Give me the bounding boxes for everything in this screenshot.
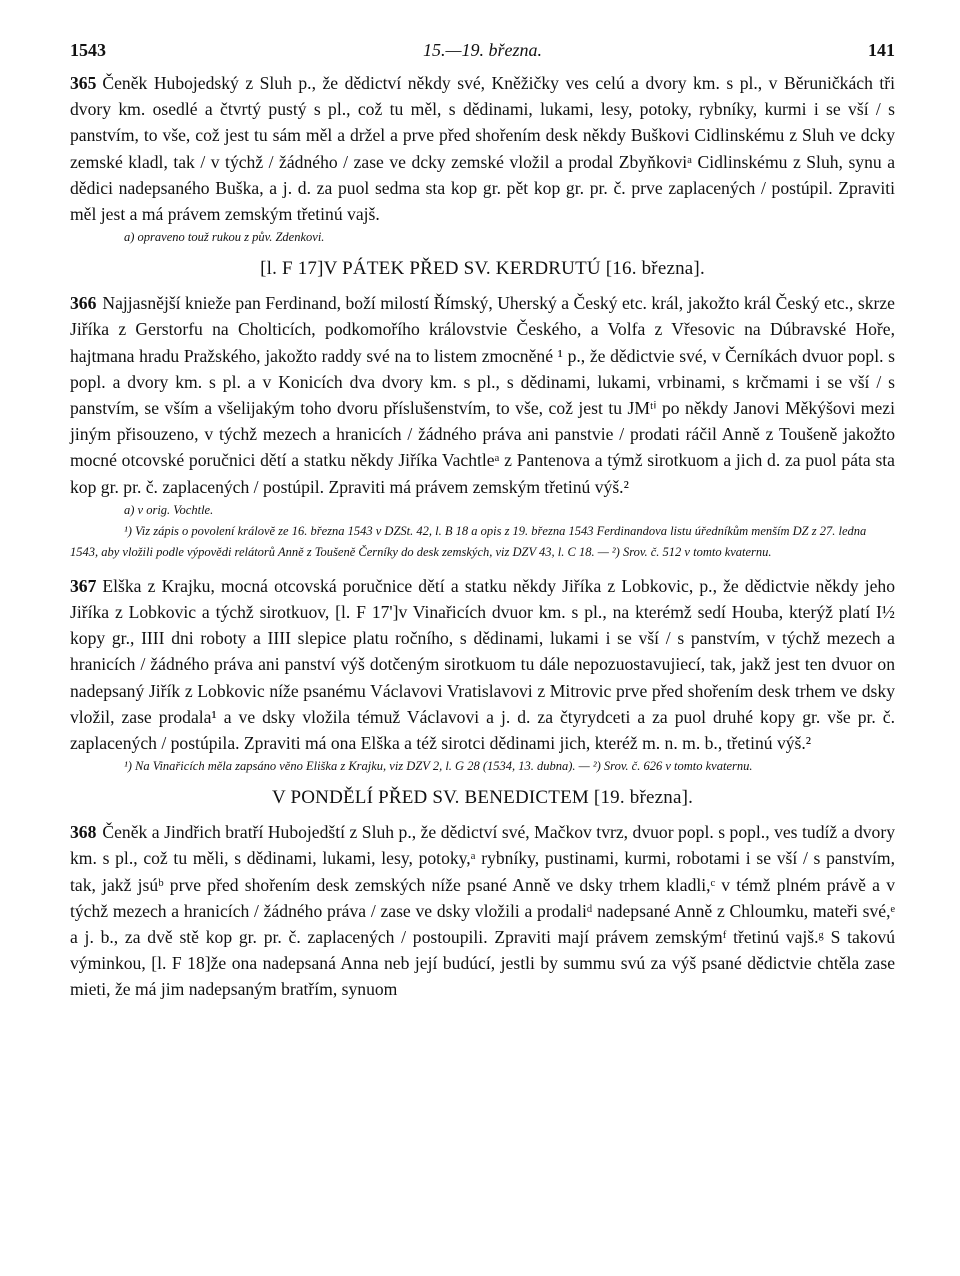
footnote: ¹) Na Vinařicích měla zapsáno věno Eliška z Krajku, viz DZV 2, l. G 28 (1534, 13. dubna). — ²) Srov. č. 626 v tomto kvaternu. [124,759,753,774]
footnote: ¹) Viz zápis o povolení královĕ ze 16. března 1543 v DZSt. 42, l. B 18 a opis z 19. března 1543 Ferdinandova listu úředníkům menším DZ z 27. ledna 1543, aby vložili podle výpovědi relátorů Anně z Toušeně Černíky do desk zemských, viz DZV 43, l. C 18. — ²) Srov. č. 512 v tomto kvaternu. [70,523,867,559]
entry-number: 367 [70,575,97,596]
date-range-title: 15.—19. března. [422,40,542,60]
section-heading: [l. F 17]V PÁTEK PŘED SV. KERDRUTÚ [16. března]. [260,258,705,280]
page-number: 141 [868,40,895,60]
entry-368 [70,819,895,1002]
footnote: a) v orig. Vochtle. [124,502,214,517]
page [70,40,895,1003]
running-header [70,40,895,70]
entry-366 [70,290,895,500]
entry-number: 366 [70,293,97,314]
entry-number: 368 [70,822,97,843]
entry-text: Elška z Krajku, mocná otcovská poručnice dětí a statku někdy Jiříka z Lobkovic, p., že dědictvie někdy jeho Jiříka z Lobkovic a týchž sirotkuov, [l. F 17']v Vinařicích dvuor km. s pl., na kterémž sedí Houba, kterýž platí I½ kopy gr., IIII dni roboty a IIII slepice platu ročního, s dědinami, lukami i se vší / s panstvím, v týchž mezech a hranicích / žádného práva ani panství výš dotčeným sirotkuom tu dále nepozuostavujiecí, tak, jakž jest ten dvuor on nadepsaný Jiřík z Lobkovic níže psanému Václavovi Vratislavovi z Mitrovic prve před shořením desk trhem ve dsky vložil, zase prodala¹ a ve dsky vložila témuž Václavovi a j. d. za čtyrydceti a za puol druhé kopy gr. vše pr. č. zaplacených / postúpila. Zpraviti má ona Elška a též sirotci dědinami jich, kteréž m. n. m. b., třetinú výš.² [70,575,895,754]
year-label: 1543 [70,40,106,60]
entry-number: 365 [70,73,97,93]
section-heading: V PONDĚLÍ PŘED SV. BENEDICTEM [19. března]. [271,787,694,809]
entry-text: Čeněk a Jindřich bratří Hubojedští z Sluh p., že dědictví své, Mačkov tvrz, dvuor popl. s popl., ves tudíž a dvory km. s pl., což tu měli, s dědinami, lukami, lesy, potoky,ᵃ rybníky, pustinami, kurmi, robotami i se vší / s panstvím, tak, jakž jsúᵇ prve před shořením desk zemských níže psané Anně ve dsky trhem kladli,ᶜ v témž plném právě a v týchž mezech a hranicích / žádného práva / zase ve dsky vložili a prodaliᵈ nadepsané Anně z Chloumku, mateři své,ᵉ a j. b., za dvě stě kop gr. pr. č. zaplacených / postoupili. Zpraviti mají právem zemskýmᶠ třetinú vajš.ᵍ S takovú výminkou, [l. F 18]že ona nadepsaná Anna neb její budúcí, jestli by summu svú za výš psané dědictvie chtěla zase mieti, že má jim nadepsaným bratřím, synuom [70,822,895,1000]
entry-text: Čeněk Hubojedský z Sluh p., že dědictví někdy své, Kněžičky ves celú a dvory km. s pl., v Běruničkách tři dvory km. osedlé a čtvrtý pustý s pl., což tu měl, s dědinami, lukami, lesy, potoky, rybníky, kurmi i se vší / s panstvím, to vše, což jest tu sám měl a držel a prve před shořením desk někdy Buškovi Cidlinskému z Sluh ve dcky zemské kladl, tak / v týchž / žádného / zase ve dcky zemské vložil a prodal Zbyňkoviᵃ Cidlinskému z Sluh, synu a dědici nadepsaného Buška, a j. d. za puol sedma sta kop gr. pět kop gr. pr. č. prve zaplacených / postúpil. Zpraviti měl jest a má právem zemským třetinú vajš. [70,73,895,225]
entry-367 [70,573,895,756]
entry-text: Najjasnější knieže pan Ferdinand, boží milostí Římský, Uherský a Český etc. král, jakožto král Český etc., skrze Jiříka z Gerstorfu na Cholticích, podkomořího královstvie Českého, a Volfa z Vřesovic na Dúbravské Hoře, hajtmana hradu Pražského, jakožto raddy své na to listem zmocněné ¹ p., že dědictvie své, v Černíkách dvuor popl. s popl. a dvory km. s pl. a v Konicích dva dvory km. s pl., s dědinami, lukami, vrbinami, s krčmami i se vší / s panstvím, se vším a všelijakým toho dvoru příslušenstvím, to vše, což jest tu JMᵗⁱ po někdy Janovi Měkýšovi mezi jiným přisouzeno, v týchž mezech a hranicích / žádného práva ani panstvie / prodati ráčil Anně z Toušeně jakožto mocné otcovské poručnici dětí a statku někdy Jiříka Vachtleᵃ z Pantenova a týmž sirotkuom a jich d. za puol páta sta kop gr. pr. č. zaplacených / postúpil. Zpraviti má právem zemským třetinú výš.² [70,293,895,497]
footnote: a) opraveno touž rukou z pův. Zdenkovi. [124,230,325,245]
entry-365 [70,70,895,227]
